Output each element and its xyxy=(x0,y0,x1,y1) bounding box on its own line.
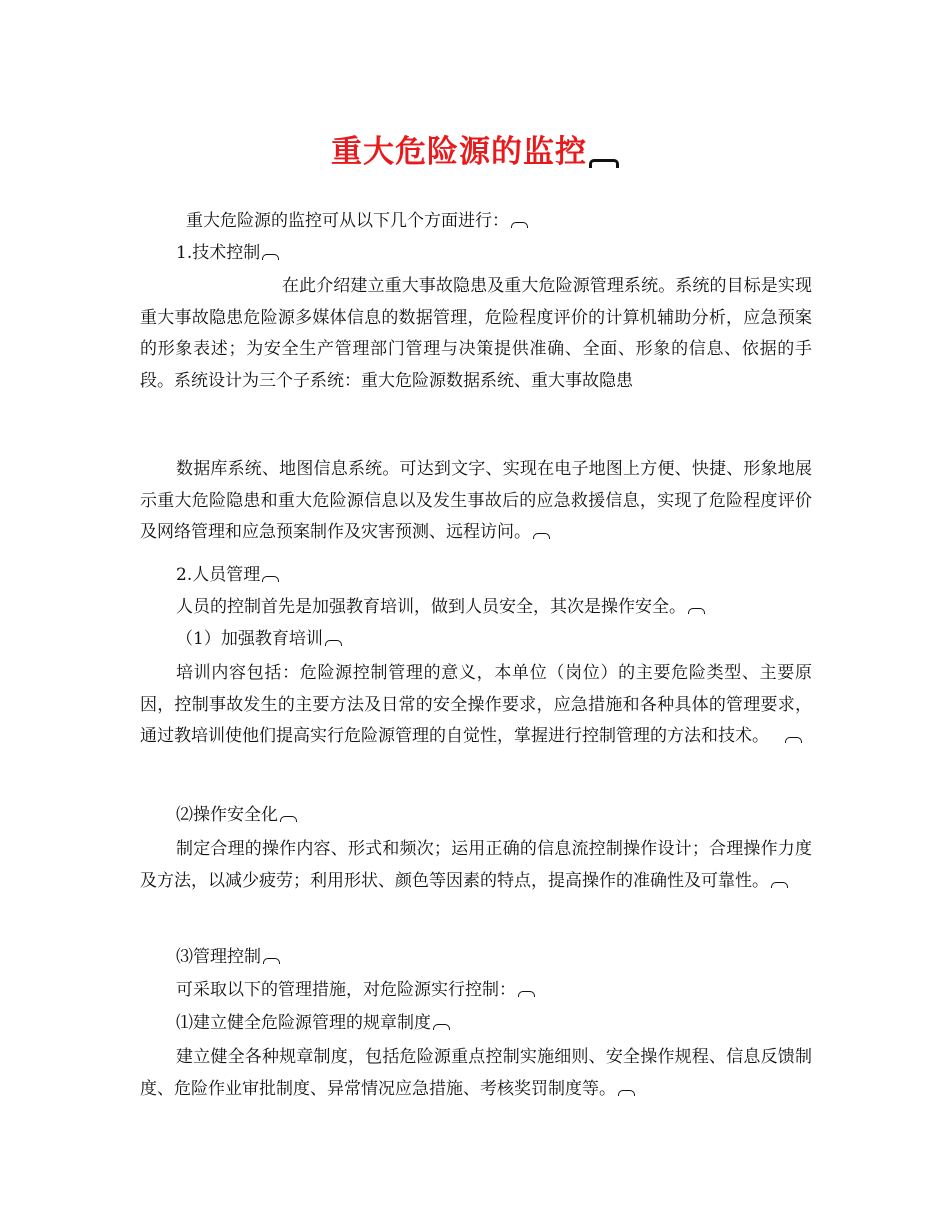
paragraph-mark-icon xyxy=(771,882,788,888)
heading-personnel-management xyxy=(176,560,279,592)
paragraph-system-features-text: 数据库系统、地图信息系统。可达到文字、实现在电子地图上方便、快捷、形象地展示重大危险隐患和重大危险源信息以及发生事故后的应急救援信息，实现了危险程度评价及网络管理和应急预案制作及灾害预测、远程访问。 xyxy=(140,459,812,542)
paragraph-mark-icon xyxy=(511,222,528,228)
heading-operation-safety-text: ⑵操作安全化 xyxy=(176,805,278,825)
document-title xyxy=(0,126,950,171)
heading-management-control xyxy=(176,942,280,974)
paragraph-management-measures xyxy=(176,975,535,1007)
paragraph-system-features xyxy=(140,454,812,549)
heading-operation-safety xyxy=(176,800,297,832)
heading-management-control-text: ⑶管理控制 xyxy=(176,947,261,967)
heading-rules-system-text: ⑴建立健全危险源管理的规章制度 xyxy=(176,1013,431,1033)
document-title-text: 重大危险源的监控 xyxy=(331,134,587,170)
paragraph-operation-safety xyxy=(140,834,812,897)
paragraph-mark-icon xyxy=(533,533,550,539)
paragraph-personnel-control-text: 人员的控制首先是加强教育培训，做到人员安全，其次是操作安全。 xyxy=(176,597,686,617)
paragraph-system-intro xyxy=(140,271,812,397)
paragraph-mark-icon xyxy=(785,737,802,743)
paragraph-mark-icon xyxy=(618,1090,635,1096)
paragraph-mark-icon xyxy=(262,576,279,582)
paragraph-mark-icon xyxy=(262,254,279,260)
paragraph-mark-icon xyxy=(325,640,342,646)
heading-education-training-text: （1）加强教育培训 xyxy=(176,629,323,649)
paragraph-mark-icon xyxy=(263,958,280,964)
paragraph-management-measures-text: 可采取以下的管理措施，对危险源实行控制： xyxy=(176,980,516,1000)
heading-technical-control-text: 1.技术控制 xyxy=(176,243,261,263)
paragraph-mark-icon xyxy=(433,1024,450,1030)
intro-paragraph xyxy=(186,206,528,238)
paragraph-mark-icon xyxy=(688,608,705,614)
paragraph-mark-icon xyxy=(280,816,297,822)
paragraph-mark-icon xyxy=(518,991,535,997)
paragraph-personnel-control xyxy=(176,592,705,624)
heading-rules-system xyxy=(176,1008,450,1040)
paragraph-rules-system-text: 建立健全各种规章制度，包括危险源重点控制实施细则、安全操作规程、信息反馈制度、危险作业审批制度、异常情况应急措施、考核奖罚制度等。 xyxy=(140,1047,812,1099)
heading-education-training xyxy=(176,624,342,656)
paragraph-training-content xyxy=(140,658,812,753)
paragraph-operation-safety-text: 制定合理的操作内容、形式和频次；运用正确的信息流控制操作设计；合理操作力度及方法，以减少疲劳；利用形状、颜色等因素的特点，提高操作的准确性及可靠性。 xyxy=(140,839,812,891)
heading-technical-control xyxy=(176,238,279,270)
paragraph-mark-icon xyxy=(589,159,619,168)
heading-personnel-management-text: 2.人员管理 xyxy=(176,565,261,585)
intro-text: 重大危险源的监控可从以下几个方面进行： xyxy=(186,211,509,231)
paragraph-training-content-text: 培训内容包括：危险源控制管理的意义，本单位（岗位）的主要危险类型、主要原因，控制事故发生的主要方法及日常的安全操作要求，应急措施和各种具体的管理要求，通过教培训使他们提高实行危险源管理的自觉性，掌握进行控制管理的方法和技术。 xyxy=(140,663,812,746)
paragraph-system-intro-text: 在此介绍建立重大事故隐患及重大危险源管理系统。系统的目标是实现重大事故隐患危险源多媒体信息的数据管理，危险程度评价的计算机辅助分析，应急预案的形象表述；为安全生产管理部门管理与决策提供准确、全面、形象的信息、依据的手段。系统设计为三个子系统：重大危险源数据系统、重大事故隐患 xyxy=(140,276,812,391)
paragraph-rules-system xyxy=(140,1042,812,1105)
